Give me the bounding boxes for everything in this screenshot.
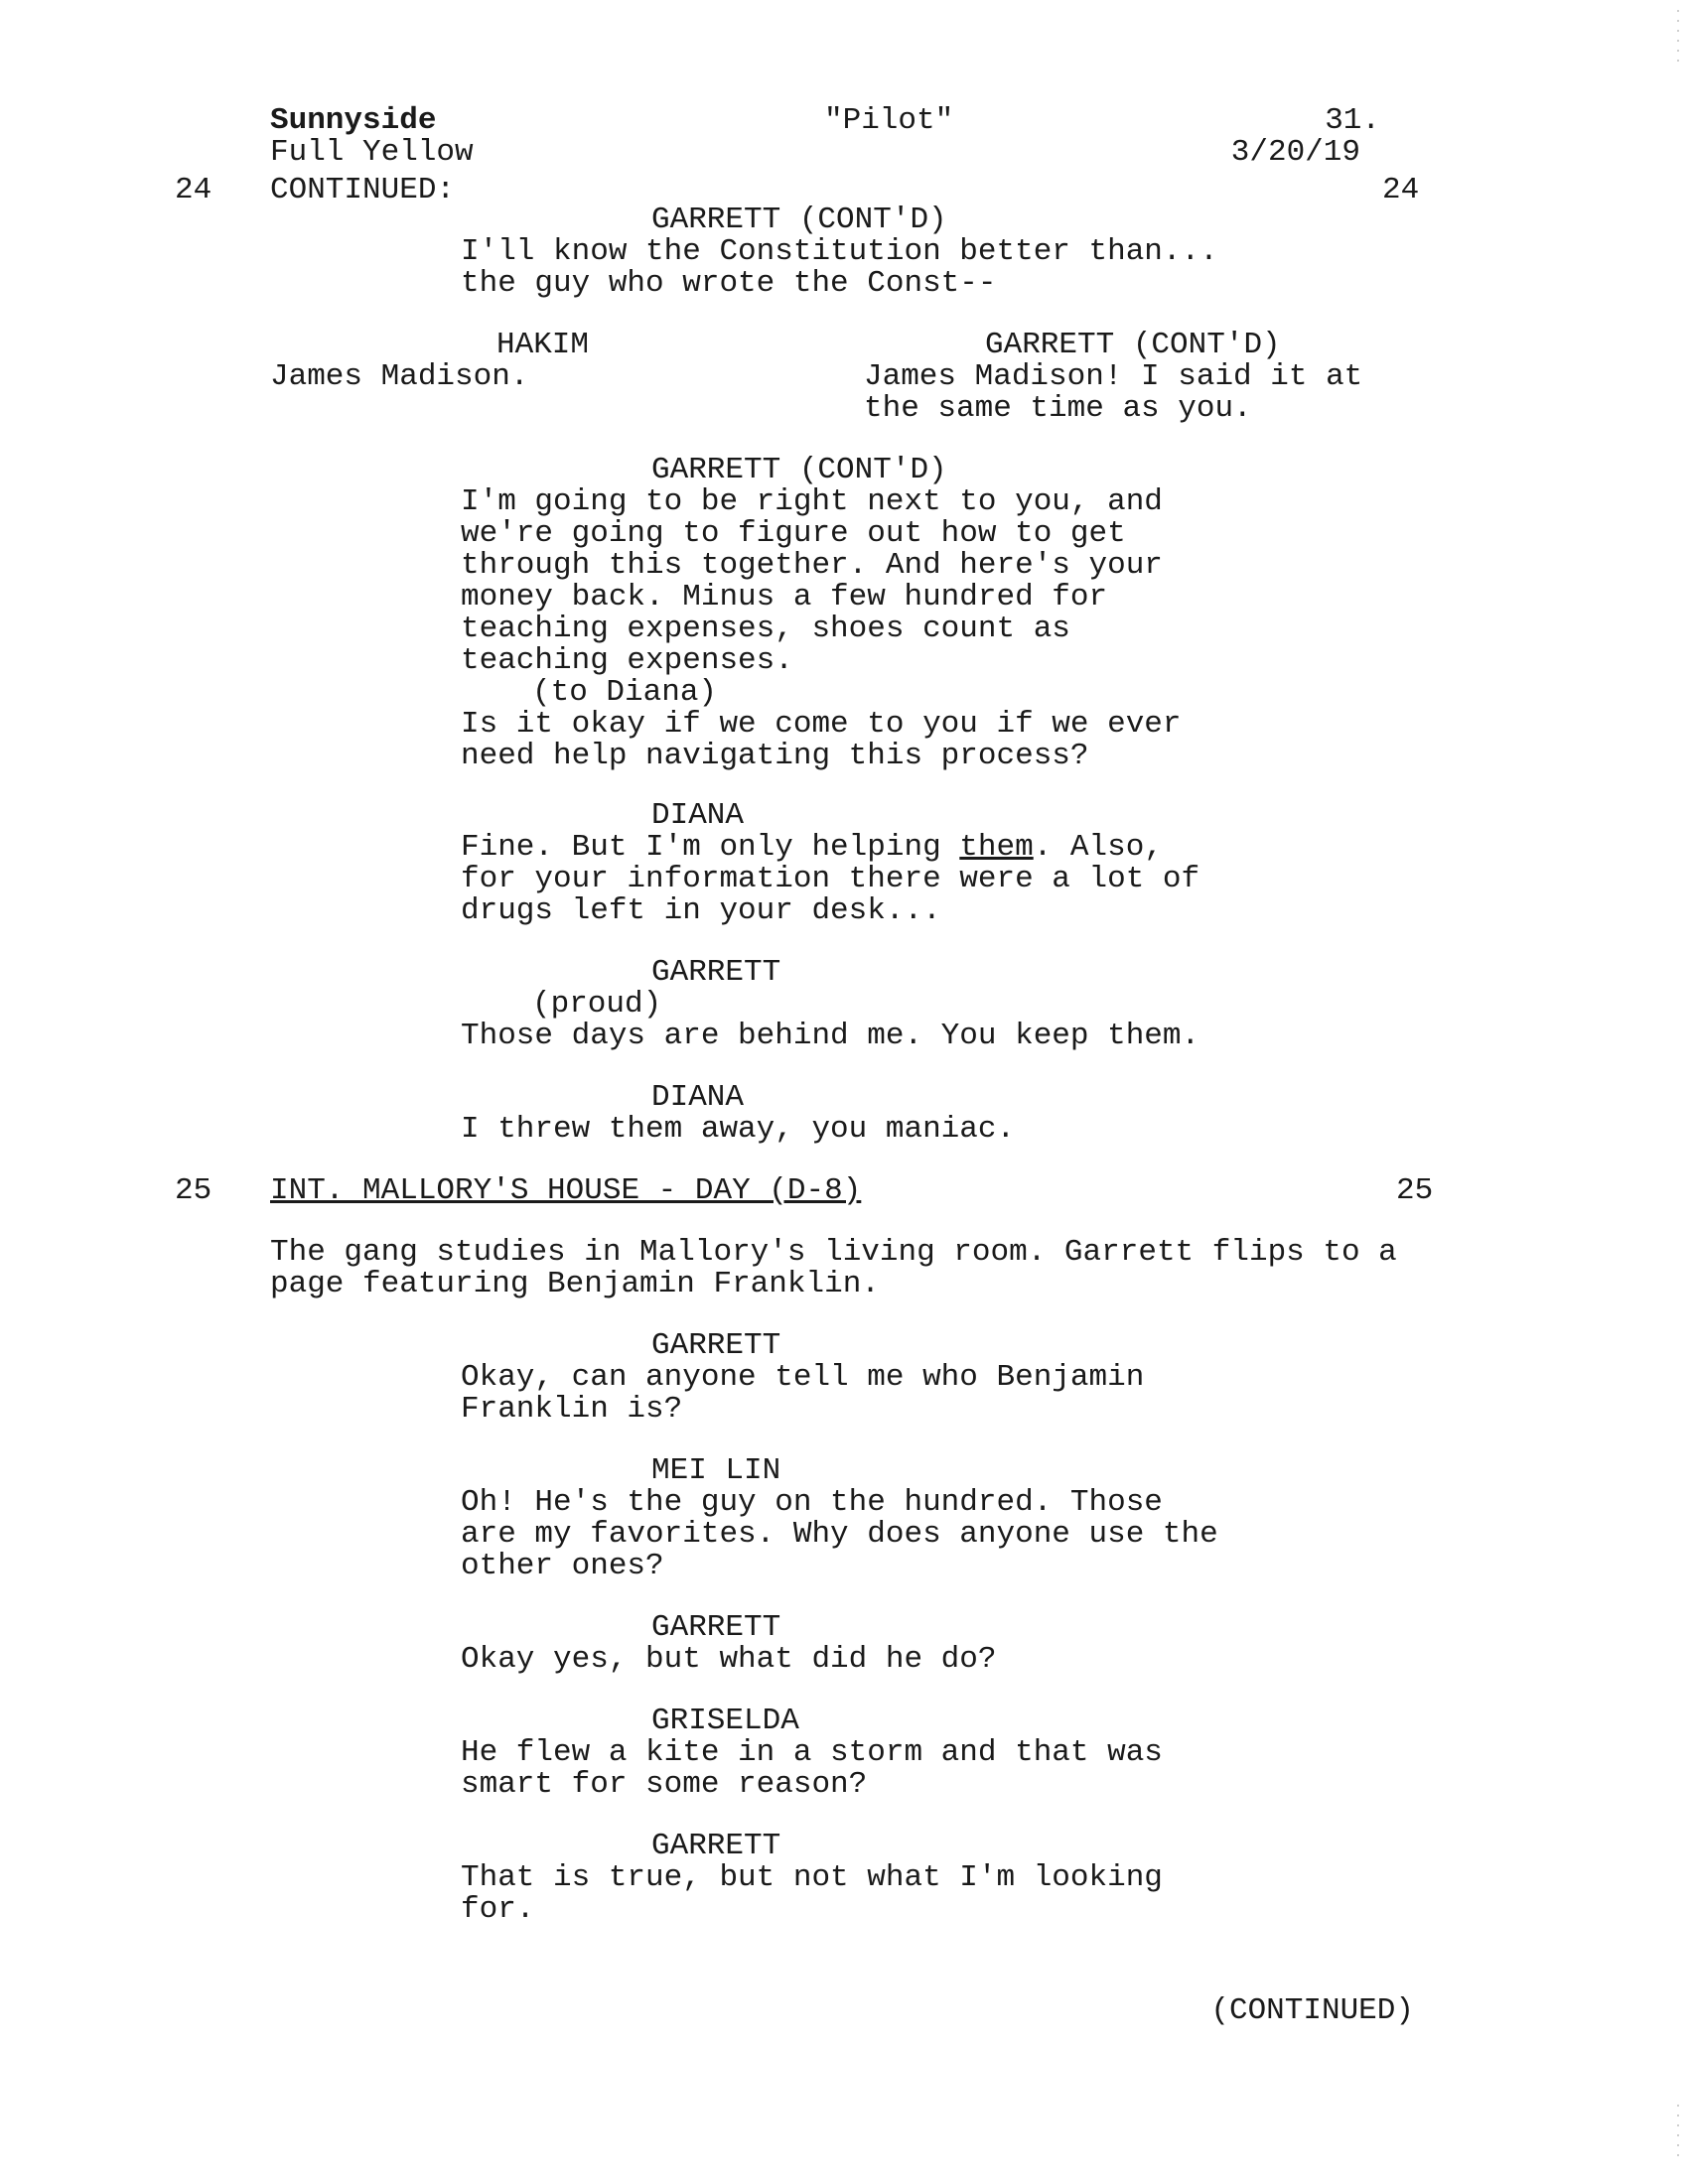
dialogue-line: Okay, can anyone tell me who Benjamin xyxy=(461,1360,1145,1395)
dialogue-line: I threw them away, you maniac. xyxy=(461,1112,1016,1147)
character-cue: GARRETT (CONT'D) xyxy=(651,203,947,237)
character-cue: HAKIM xyxy=(496,328,590,362)
character-cue: DIANA xyxy=(651,798,745,833)
dialogue-line: I'll know the Constitution better than... xyxy=(461,234,1218,269)
dialogue-line: are my favorites. Why does anyone use the xyxy=(461,1517,1218,1552)
dialogue-line: drugs left in your desk... xyxy=(461,893,941,928)
scan-artifact xyxy=(1677,2105,1679,2164)
dialogue-line: need help navigating this process? xyxy=(461,739,1089,773)
scene-number-right: 24 xyxy=(1382,173,1420,207)
continued-footer: (CONTINUED) xyxy=(1210,1993,1414,2028)
dialogue-line: He flew a kite in a storm and that was xyxy=(461,1735,1163,1770)
dialogue-line: the same time as you. xyxy=(864,391,1252,426)
dialogue-line: Those days are behind me. You keep them. xyxy=(461,1019,1200,1053)
character-cue: GRISELDA xyxy=(651,1704,799,1738)
dialogue-line: teaching expenses, shoes count as xyxy=(461,612,1070,646)
dialogue-line: Is it okay if we come to you if we ever xyxy=(461,707,1182,742)
dialogue-line: James Madison! I said it at xyxy=(864,359,1363,394)
character-cue: MEI LIN xyxy=(651,1453,781,1488)
revision-label: Full Yellow xyxy=(270,135,474,170)
dialogue-text: . Also, xyxy=(1033,830,1163,865)
page-number: 31. xyxy=(1325,103,1380,138)
action-line: The gang studies in Mallory's living room. Garrett flips to a xyxy=(270,1235,1397,1270)
character-cue: GARRETT xyxy=(651,1829,781,1863)
revision-date: 3/20/19 xyxy=(1230,135,1360,170)
continued-label: CONTINUED: xyxy=(270,173,456,207)
dialogue-line: for. xyxy=(461,1892,535,1927)
parenthetical: (proud) xyxy=(532,987,662,1022)
dialogue-line xyxy=(461,832,1163,864)
dialogue-line: teaching expenses. xyxy=(461,643,793,678)
dialogue-line: through this together. And here's your xyxy=(461,548,1163,583)
dialogue-line: the guy who wrote the Const-- xyxy=(461,266,997,301)
episode-title: "Pilot" xyxy=(824,103,954,138)
underlined-emphasis: them xyxy=(959,830,1034,865)
character-cue: GARRETT xyxy=(651,955,781,990)
character-cue: GARRETT (CONT'D) xyxy=(985,328,1281,362)
character-cue: DIANA xyxy=(651,1080,745,1115)
action-line: page featuring Benjamin Franklin. xyxy=(270,1267,880,1301)
dialogue-line: James Madison. xyxy=(270,359,529,394)
scene-number-left: 24 xyxy=(175,173,212,207)
dialogue-line: Oh! He's the guy on the hundred. Those xyxy=(461,1485,1163,1520)
dialogue-text: Fine. But I'm only helping xyxy=(461,830,960,865)
parenthetical: (to Diana) xyxy=(532,675,718,710)
scene-number-right: 25 xyxy=(1396,1173,1434,1208)
dialogue-line: money back. Minus a few hundred for xyxy=(461,580,1108,614)
dialogue-line: we're going to figure out how to get xyxy=(461,516,1126,551)
character-cue: GARRETT (CONT'D) xyxy=(651,453,947,487)
dialogue-line: other ones? xyxy=(461,1549,664,1583)
dialogue-line: That is true, but not what I'm looking xyxy=(461,1860,1163,1895)
dialogue-line: Okay yes, but what did he do? xyxy=(461,1642,997,1677)
character-cue: GARRETT xyxy=(651,1328,781,1363)
scene-heading: INT. MALLORY'S HOUSE - DAY (D-8) xyxy=(270,1173,862,1208)
dialogue-line: for your information there were a lot of xyxy=(461,862,1200,896)
dialogue-line: I'm going to be right next to you, and xyxy=(461,484,1163,519)
show-title: Sunnyside xyxy=(270,103,437,138)
character-cue: GARRETT xyxy=(651,1610,781,1645)
dialogue-line: smart for some reason? xyxy=(461,1767,868,1802)
scan-artifact xyxy=(1677,10,1679,69)
dialogue-line: Franklin is? xyxy=(461,1392,683,1427)
scene-number-left: 25 xyxy=(175,1173,212,1208)
